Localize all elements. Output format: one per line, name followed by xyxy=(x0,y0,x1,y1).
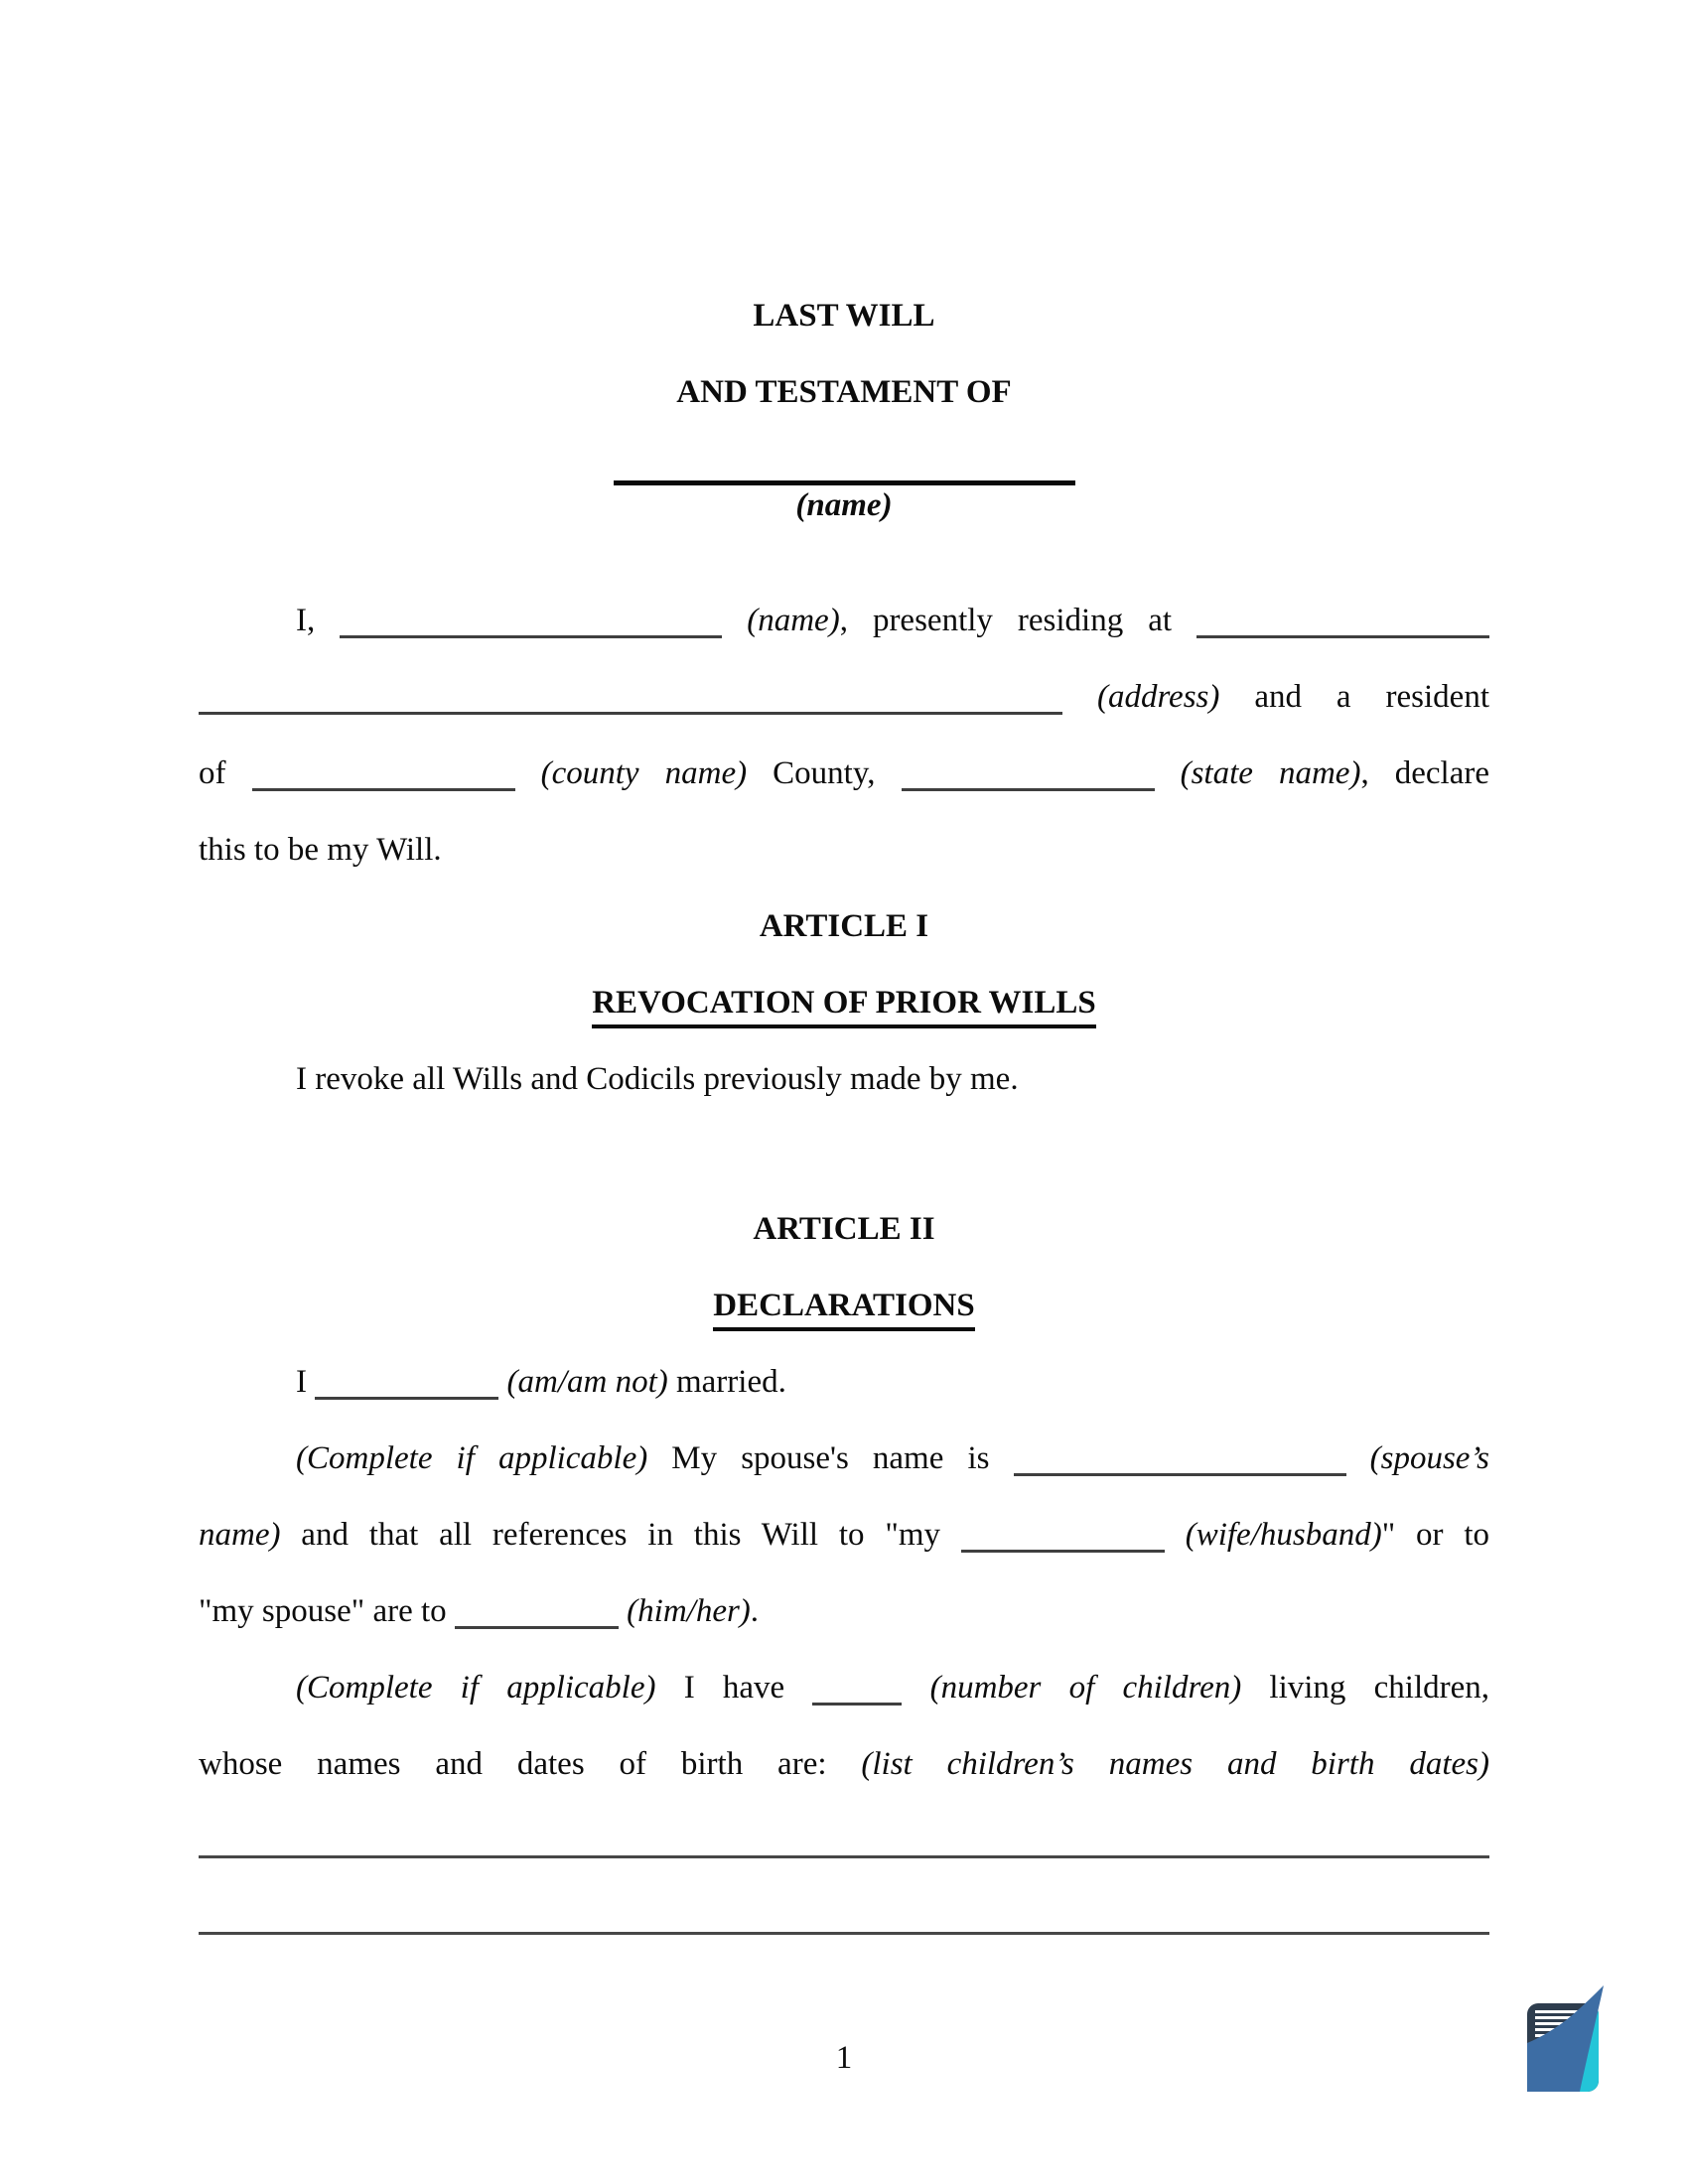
text-run: My spouse's name is xyxy=(647,1440,1014,1476)
revocation-body xyxy=(199,1041,1489,1118)
fill-in-blank xyxy=(199,1855,1489,1858)
opening-line-4 xyxy=(199,812,1489,888)
text-run: living children, xyxy=(1241,1670,1489,1706)
fill-in-blank xyxy=(455,1626,619,1629)
eforms-document-logo xyxy=(1524,1985,1609,2095)
italic-instruction: (county name) xyxy=(540,755,748,791)
text-run: I xyxy=(296,1364,316,1400)
opening-line-2 xyxy=(199,659,1489,736)
text-run: County, xyxy=(747,755,902,791)
text-run xyxy=(1346,1440,1370,1476)
spouse-line-2 xyxy=(199,1497,1489,1573)
fill-in-blank xyxy=(252,788,515,791)
testator-name-block xyxy=(199,480,1489,525)
fill-in-blank xyxy=(315,1397,498,1400)
text-run: , presently residing at xyxy=(839,603,1197,638)
text-run xyxy=(722,603,747,638)
fill-in-blank xyxy=(1196,635,1489,638)
italic-instruction: (wife/husband) xyxy=(1185,1517,1382,1553)
text-run xyxy=(1062,679,1097,715)
text-run: I, xyxy=(296,603,341,638)
text-run: I revoke all Wills and Codicils previously made by me. xyxy=(296,1061,1019,1097)
marital-status-line xyxy=(199,1344,1489,1421)
text-run xyxy=(1165,1517,1186,1553)
text-run xyxy=(498,1364,506,1400)
italic-instruction: (state name) xyxy=(1180,755,1361,791)
fill-in-blank xyxy=(1014,1473,1346,1476)
text-run: ARTICLE I xyxy=(759,908,929,944)
italic-instruction: name) xyxy=(199,1517,281,1553)
italic-instruction: (am/am not) xyxy=(506,1364,668,1400)
fill-in-blank xyxy=(199,712,1062,715)
text-run xyxy=(619,1593,627,1629)
fill-in-blank xyxy=(961,1550,1165,1553)
underlined-heading: REVOCATION OF PRIOR WILLS xyxy=(592,983,1096,1028)
italic-instruction: (name) xyxy=(747,603,840,638)
fill-in-blank xyxy=(812,1703,902,1706)
text-run: ARTICLE II xyxy=(753,1211,935,1247)
text-run: LAST WILL xyxy=(753,298,935,334)
page-number xyxy=(199,2020,1489,2097)
text-run: 1 xyxy=(835,2040,853,2076)
text-run: I have xyxy=(655,1670,813,1706)
article-2-heading xyxy=(199,1191,1489,1268)
text-run: " or to xyxy=(1381,1517,1489,1553)
article-1-heading xyxy=(199,888,1489,965)
opening-line-3 xyxy=(199,736,1489,812)
text-run xyxy=(1155,755,1181,791)
text-run: whose names and dates of birth are: xyxy=(199,1746,862,1782)
name-caption: (name) xyxy=(795,487,893,523)
fill-in-blank xyxy=(199,1932,1489,1935)
text-run: married. xyxy=(667,1364,786,1400)
text-run xyxy=(515,755,541,791)
article-1-subheading xyxy=(199,965,1489,1041)
italic-instruction: (address) xyxy=(1096,679,1220,715)
text-run: , declare xyxy=(1360,755,1489,791)
italic-instruction: (number of children) xyxy=(929,1670,1242,1706)
italic-instruction: (Complete if applicable) xyxy=(296,1670,656,1706)
children-blank-line-2 xyxy=(199,1879,1489,1956)
title-line-2 xyxy=(199,354,1489,431)
italic-instruction: (Complete if applicable) xyxy=(296,1440,648,1476)
children-line-1 xyxy=(199,1650,1489,1726)
title-line-1 xyxy=(199,278,1489,354)
fill-in-blank xyxy=(902,788,1155,791)
opening-line-1 xyxy=(199,583,1489,659)
text-run: and a resident xyxy=(1219,679,1489,715)
spouse-line-1 xyxy=(199,1421,1489,1497)
text-run xyxy=(902,1670,929,1706)
fill-in-blank xyxy=(340,635,722,638)
text-run: of xyxy=(199,755,252,791)
text-run: and that all references in this Will to "my xyxy=(280,1517,961,1553)
spouse-line-3 xyxy=(199,1573,1489,1650)
text-run: this to be my Will. xyxy=(199,832,442,868)
text-run: "my spouse" are to xyxy=(199,1593,455,1629)
italic-instruction: (him/her) xyxy=(627,1593,751,1629)
text-run: . xyxy=(750,1593,760,1629)
underlined-heading: DECLARATIONS xyxy=(713,1286,974,1331)
text-run: AND TESTAMENT OF xyxy=(676,374,1012,410)
children-blank-line-1 xyxy=(199,1803,1489,1879)
italic-instruction: (list children’s names and birth dates) xyxy=(861,1746,1489,1782)
italic-instruction: (spouse’s xyxy=(1369,1440,1490,1476)
article-2-subheading xyxy=(199,1268,1489,1344)
children-line-2 xyxy=(199,1726,1489,1803)
